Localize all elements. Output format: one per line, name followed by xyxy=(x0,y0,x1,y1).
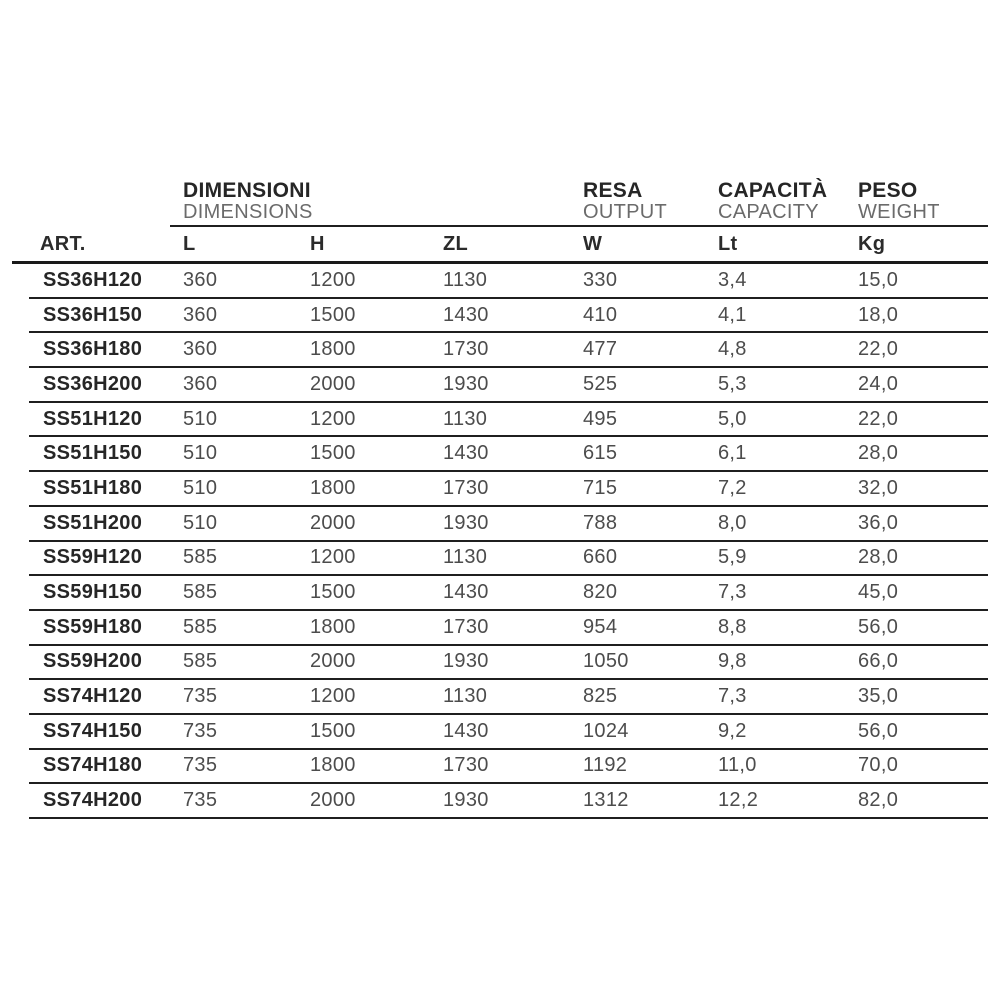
cell-w: 1050 xyxy=(583,650,629,673)
cell-kg: 28,0 xyxy=(858,546,899,569)
cell-art: SS59H120 xyxy=(43,546,143,569)
cell-lt: 5,9 xyxy=(718,546,747,569)
cell-w: 1024 xyxy=(583,719,629,742)
cell-kg: 56,0 xyxy=(858,719,899,742)
cell-zl: 1930 xyxy=(443,789,489,812)
cell-w: 825 xyxy=(583,685,618,708)
cell-art: SS59H200 xyxy=(43,650,143,673)
cell-art: SS74H180 xyxy=(43,754,143,777)
cell-l: 510 xyxy=(183,476,218,499)
table-row xyxy=(29,299,988,334)
table-row xyxy=(29,750,988,785)
cell-zl: 1730 xyxy=(443,476,489,499)
cell-w: 410 xyxy=(583,303,618,326)
cell-art: SS51H200 xyxy=(43,511,143,534)
group-translation-capacity: CAPACITY xyxy=(718,201,819,223)
cell-art: SS74H150 xyxy=(43,719,143,742)
cell-h: 2000 xyxy=(310,789,356,812)
cell-lt: 7,3 xyxy=(718,581,747,604)
cell-w: 660 xyxy=(583,546,618,569)
cell-l: 735 xyxy=(183,754,218,777)
cell-lt: 8,0 xyxy=(718,511,747,534)
cell-h: 2000 xyxy=(310,372,356,395)
cell-lt: 8,8 xyxy=(718,615,747,638)
cell-zl: 1730 xyxy=(443,754,489,777)
cell-l: 360 xyxy=(183,372,218,395)
cell-w: 1312 xyxy=(583,789,629,812)
cell-zl: 1130 xyxy=(443,268,488,291)
cell-w: 820 xyxy=(583,581,618,604)
cell-art: SS36H180 xyxy=(43,338,143,361)
group-translation-output: OUTPUT xyxy=(583,201,668,223)
cell-w: 495 xyxy=(583,407,618,430)
cell-art: SS74H200 xyxy=(43,789,143,812)
cell-kg: 32,0 xyxy=(858,476,899,499)
cell-l: 510 xyxy=(183,511,218,534)
cell-l: 735 xyxy=(183,789,218,812)
cell-kg: 28,0 xyxy=(858,442,899,465)
table-row xyxy=(29,576,988,611)
cell-zl: 1430 xyxy=(443,719,489,742)
column-header-art: ART. xyxy=(40,232,86,255)
cell-lt: 3,4 xyxy=(718,268,747,291)
cell-lt: 9,2 xyxy=(718,719,747,742)
cell-lt: 12,2 xyxy=(718,789,759,812)
table-row xyxy=(29,264,988,299)
cell-art: SS51H180 xyxy=(43,476,143,499)
cell-art: SS36H120 xyxy=(43,268,143,291)
cell-h: 1200 xyxy=(310,407,356,430)
cell-kg: 22,0 xyxy=(858,338,899,361)
cell-w: 525 xyxy=(583,372,618,395)
cell-l: 585 xyxy=(183,650,218,673)
cell-kg: 22,0 xyxy=(858,407,899,430)
cell-kg: 82,0 xyxy=(858,789,899,812)
cell-h: 1500 xyxy=(310,303,356,326)
product-spec-table xyxy=(29,178,988,819)
cell-lt: 4,1 xyxy=(718,303,747,326)
header-divider-rule xyxy=(12,261,988,264)
cell-lt: 4,8 xyxy=(718,338,747,361)
cell-h: 1500 xyxy=(310,581,356,604)
group-name-capacita: CAPACITÀ xyxy=(718,179,828,202)
cell-w: 954 xyxy=(583,615,618,638)
cell-h: 2000 xyxy=(310,511,356,534)
cell-zl: 1430 xyxy=(443,303,489,326)
cell-h: 1200 xyxy=(310,546,356,569)
cell-lt: 5,3 xyxy=(718,372,747,395)
cell-lt: 9,8 xyxy=(718,650,747,673)
cell-zl: 1730 xyxy=(443,615,489,638)
cell-h: 1800 xyxy=(310,615,356,638)
cell-lt: 11,0 xyxy=(718,754,757,777)
cell-h: 2000 xyxy=(310,650,356,673)
column-header-h: H xyxy=(310,232,325,255)
table-row xyxy=(29,680,988,715)
cell-l: 585 xyxy=(183,581,218,604)
table-row xyxy=(29,403,988,438)
cell-kg: 45,0 xyxy=(858,581,899,604)
cell-art: SS59H180 xyxy=(43,615,143,638)
column-header-l: L xyxy=(183,232,196,255)
cell-art: SS74H120 xyxy=(43,685,143,708)
cell-art: SS59H150 xyxy=(43,581,143,604)
cell-kg: 56,0 xyxy=(858,615,899,638)
cell-zl: 1730 xyxy=(443,338,489,361)
cell-h: 1200 xyxy=(310,685,356,708)
group-underline-rule xyxy=(170,225,988,227)
cell-kg: 36,0 xyxy=(858,511,899,534)
column-header-w: W xyxy=(583,232,603,255)
cell-zl: 1930 xyxy=(443,511,489,534)
cell-w: 330 xyxy=(583,268,618,291)
cell-art: SS36H200 xyxy=(43,372,143,395)
table-column-header-row xyxy=(29,227,988,261)
cell-l: 585 xyxy=(183,546,218,569)
table-row xyxy=(29,507,988,542)
cell-kg: 35,0 xyxy=(858,685,899,708)
column-header-kg: Kg xyxy=(858,232,886,255)
table-row xyxy=(29,333,988,368)
table-row xyxy=(29,542,988,577)
cell-l: 510 xyxy=(183,407,218,430)
cell-kg: 15,0 xyxy=(858,268,899,291)
table-group-header xyxy=(29,178,988,225)
cell-art: SS51H120 xyxy=(43,407,143,430)
cell-l: 735 xyxy=(183,719,218,742)
cell-w: 1192 xyxy=(583,754,628,777)
cell-l: 360 xyxy=(183,268,218,291)
cell-l: 735 xyxy=(183,685,218,708)
cell-kg: 66,0 xyxy=(858,650,899,673)
cell-art: SS51H150 xyxy=(43,442,143,465)
table-row xyxy=(29,368,988,403)
table-row xyxy=(29,437,988,472)
cell-zl: 1430 xyxy=(443,581,489,604)
group-output xyxy=(583,179,667,223)
cell-h: 1500 xyxy=(310,442,356,465)
cell-h: 1800 xyxy=(310,754,356,777)
cell-h: 1800 xyxy=(310,476,356,499)
cell-zl: 1130 xyxy=(443,685,488,708)
cell-lt: 6,1 xyxy=(718,442,747,465)
column-header-lt: Lt xyxy=(718,232,738,255)
cell-l: 585 xyxy=(183,615,218,638)
cell-h: 1800 xyxy=(310,338,356,361)
table-row xyxy=(29,611,988,646)
cell-lt: 7,3 xyxy=(718,685,747,708)
cell-w: 615 xyxy=(583,442,618,465)
cell-l: 360 xyxy=(183,303,218,326)
cell-kg: 24,0 xyxy=(858,372,899,395)
table-row xyxy=(29,784,988,819)
cell-l: 360 xyxy=(183,338,218,361)
cell-kg: 70,0 xyxy=(858,754,899,777)
table-row xyxy=(29,646,988,681)
column-header-zl: ZL xyxy=(443,232,469,255)
cell-zl: 1930 xyxy=(443,650,489,673)
table-row xyxy=(29,472,988,507)
cell-w: 788 xyxy=(583,511,618,534)
cell-zl: 1130 xyxy=(443,546,488,569)
cell-l: 510 xyxy=(183,442,218,465)
table-row xyxy=(29,715,988,750)
cell-zl: 1430 xyxy=(443,442,489,465)
cell-zl: 1130 xyxy=(443,407,488,430)
cell-h: 1200 xyxy=(310,268,356,291)
group-name-dimensioni: DIMENSIONI xyxy=(183,179,311,202)
group-translation-dimensions: DIMENSIONS xyxy=(183,201,313,223)
cell-lt: 5,0 xyxy=(718,407,747,430)
group-name-resa: RESA xyxy=(583,179,643,202)
group-weight xyxy=(858,179,940,223)
group-translation-weight: WEIGHT xyxy=(858,201,940,223)
table-body xyxy=(29,264,988,819)
group-name-peso: PESO xyxy=(858,179,918,202)
group-capacity xyxy=(718,179,827,223)
cell-kg: 18,0 xyxy=(858,303,899,326)
cell-art: SS36H150 xyxy=(43,303,143,326)
cell-zl: 1930 xyxy=(443,372,489,395)
cell-w: 715 xyxy=(583,476,618,499)
cell-lt: 7,2 xyxy=(718,476,747,499)
cell-w: 477 xyxy=(583,338,618,361)
cell-h: 1500 xyxy=(310,719,356,742)
group-dimensions xyxy=(183,179,313,223)
